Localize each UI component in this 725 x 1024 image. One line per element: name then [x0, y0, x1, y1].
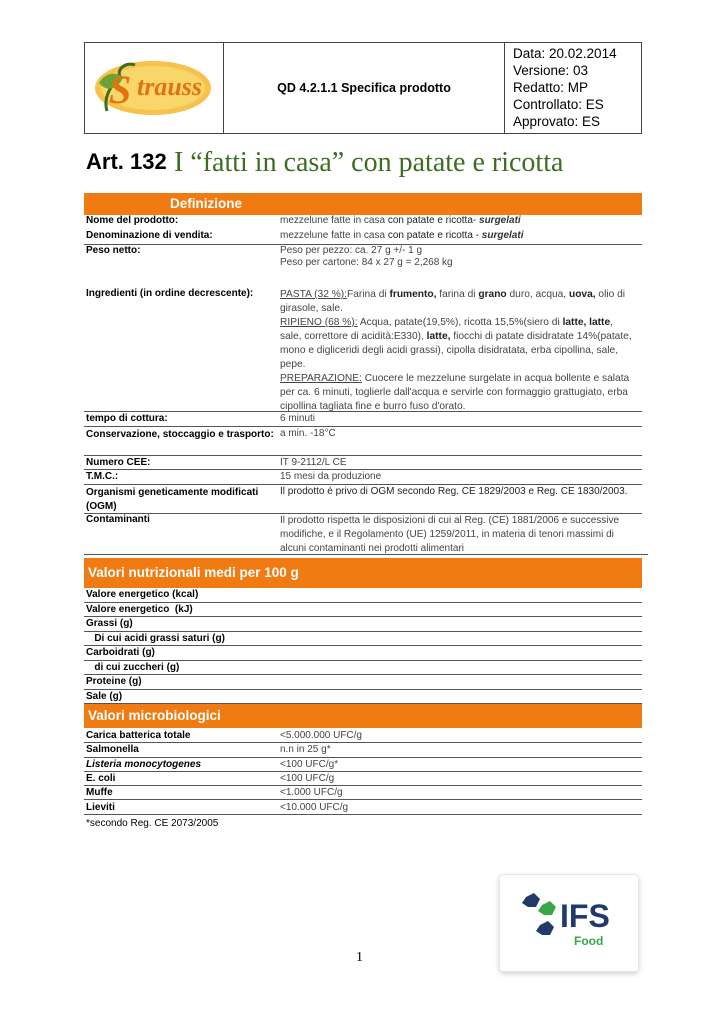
article-number: Art. 132: [86, 149, 167, 174]
label-ogm: Organismi geneticamente modificati (OGM): [86, 487, 259, 512]
value-ogm: Il prodotto é privo di OGM secondo Reg. CE 1829/2003 e Reg. CE 1830/2003.: [280, 486, 628, 497]
section-microbiologici: [84, 704, 642, 728]
row-nome: [84, 215, 642, 227]
nutrizionale-label: Grassi (g): [86, 618, 133, 629]
nutrizionale-label: Proteine (g): [86, 676, 142, 687]
nutrizionale-row: [84, 675, 642, 690]
nutrizionale-row: [84, 646, 642, 661]
row-cee: [84, 457, 642, 470]
value-cee: IT 9-2112/L CE: [280, 457, 347, 468]
value-conservazione: a min. -18°C: [280, 428, 336, 439]
svg-text:S: S: [109, 67, 132, 112]
strauss-logo-graphic: [85, 43, 223, 133]
label-nome: Nome del prodotto:: [86, 215, 179, 226]
nutrizionale-label: Di cui acidi grassi saturi (g): [86, 632, 225, 644]
meta-date: Data: 20.02.2014: [513, 46, 617, 61]
microbiologico-label: Salmonella: [86, 744, 139, 756]
nutrizionale-row: [84, 690, 642, 705]
doc-meta: [505, 43, 641, 133]
microbiologico-label: Listeria monocytogenes: [86, 758, 202, 770]
nutrizionale-row: [84, 617, 642, 632]
nutrizionale-row: [84, 588, 642, 603]
row-conservazione: [84, 428, 642, 456]
section-nutrizionali: [84, 558, 642, 588]
microbiologico-value: n.n in 25 g*: [280, 744, 331, 756]
document-header: [84, 42, 642, 134]
ifs-sub: Food: [574, 934, 604, 948]
microbiologico-row: [84, 801, 642, 815]
microbiologico-row: [84, 729, 642, 743]
footnote: *secondo Reg. CE 2073/2005: [86, 818, 219, 829]
row-contaminanti: [84, 514, 642, 554]
label-contaminanti: Contaminanti: [86, 514, 150, 525]
nutrizionale-label: Valore energetico (kcal): [86, 589, 199, 600]
logo-lettering: trauss: [137, 72, 203, 101]
nutrizionale-label: Sale (g): [86, 690, 123, 702]
value-ingredienti: PASTA (32 %):Farina di frumento, farina di grano duro, acqua, uova, olio di girasole, sale. RIPIENO (68 %): Acqua, patate(19,5%), ricotta 15,5%(siero di latte, latte, sale, correttore di acidità:E330), latte, fiocchi di patate disidratate 14%(patate, mono e digliceridi degli acidi grassi), cipolla disidratata, erba cipollina, sale, pepe. PREPARAZIONE: Cuocere le mezzelune surgelate in acqua bollente e salata per ca. 6 minuti, toglierle dall'acqua e servirle con formaggio grattugiato, erba cipollina tagliata fine e burro fuso d'orato.: [280, 289, 632, 412]
row-denominazione: [84, 230, 642, 245]
doc-title: QD 4.2.1.1 Specifica prodotto: [224, 43, 505, 133]
page-number: 1: [356, 950, 363, 965]
row-cottura: [84, 413, 642, 427]
label-cottura: tempo di cottura:: [86, 413, 168, 424]
microbiologico-value: <5.000.000 UFC/g: [280, 730, 362, 741]
microbiologico-row: [84, 772, 642, 786]
microbiologico-label: Lieviti: [86, 801, 115, 813]
row-peso: [84, 245, 642, 285]
microbiologico-value: <1.000 UFC/g: [280, 787, 343, 799]
value-nome: mezzelune fatte in casa con patate e ricotta- surgelati: [280, 215, 521, 226]
meta-redatto: Redatto: MP: [513, 80, 589, 95]
microbiologico-row: [84, 743, 642, 757]
meta-approvato: Approvato: ES: [513, 114, 601, 129]
value-denominazione: mezzelune fatte in casa con patate e ricotta - surgelati: [280, 230, 524, 241]
article-title: [86, 147, 563, 179]
meta-controllato: Controllato: ES: [513, 97, 604, 112]
meta-version: Versione: 03: [513, 63, 589, 78]
microbiologico-label: Muffe: [86, 787, 113, 799]
label-peso: Peso netto:: [86, 245, 141, 256]
article-name: I “fatti in casa” con patate e ricotta: [173, 147, 564, 178]
nutrizionale-row: [84, 603, 642, 618]
microbiologico-label: Carica batterica totale: [86, 730, 191, 741]
label-tmc: T.M.C.:: [86, 471, 119, 482]
strauss-logo: [85, 43, 224, 133]
microbiologico-value: <100 UFC/g: [280, 772, 335, 784]
nutrizionale-row: [84, 661, 642, 676]
microbiologico-label: E. coli: [86, 772, 116, 784]
nutrizionale-row: [84, 632, 642, 647]
nutrizionale-label: Carboidrati (g): [86, 647, 155, 658]
value-peso: Peso per pezzo: ca. 27 g +/- 1 g Peso per cartone: 84 x 27 g = 2,268 kg: [280, 245, 453, 268]
divider: [84, 554, 648, 555]
row-ingredienti: [84, 288, 642, 412]
label-conservazione: Conservazione, stoccaggio e trasporto:: [86, 429, 274, 440]
section-nutrizionali-label: Valori nutrizionali medi per 100 g: [88, 565, 299, 580]
ifs-food-logo: [500, 875, 638, 971]
ifs-word: IFS: [560, 898, 610, 934]
value-tmc: 15 mesi da produzione: [280, 471, 382, 482]
microbiologico-value: <10.000 UFC/g: [280, 801, 349, 813]
microbiologico-row: [84, 758, 642, 772]
ifs-logo-graphic: [500, 875, 638, 971]
microbiologico-row: [84, 786, 642, 800]
value-cottura: 6 minuti: [280, 413, 316, 424]
nutrizionale-label: di cui zuccheri (g): [86, 661, 180, 673]
label-denominazione: Denominazione di vendita:: [86, 230, 213, 241]
value-contaminanti: Il prodotto rispetta le disposizioni di cui al Reg. (CE) 1881/2006 e successive modifiche, e il Regolamento (UE) 1259/2011, in materia di tenori massimi di alcuni contaminanti nei prodotti alimentari: [280, 515, 620, 554]
section-definizione-label: Definizione: [170, 196, 243, 211]
label-ingredienti: Ingredienti (in ordine decrescente):: [86, 288, 254, 299]
section-definizione: [84, 193, 642, 215]
nutrizionale-label: Valore energetico (kJ): [86, 603, 193, 615]
row-tmc: [84, 471, 642, 485]
label-cee: Numero CEE:: [86, 457, 151, 468]
microbiologico-value: <100 UFC/g*: [280, 758, 339, 770]
section-microbiologici-label: Valori microbiologici: [88, 708, 221, 723]
row-ogm: [84, 486, 642, 514]
